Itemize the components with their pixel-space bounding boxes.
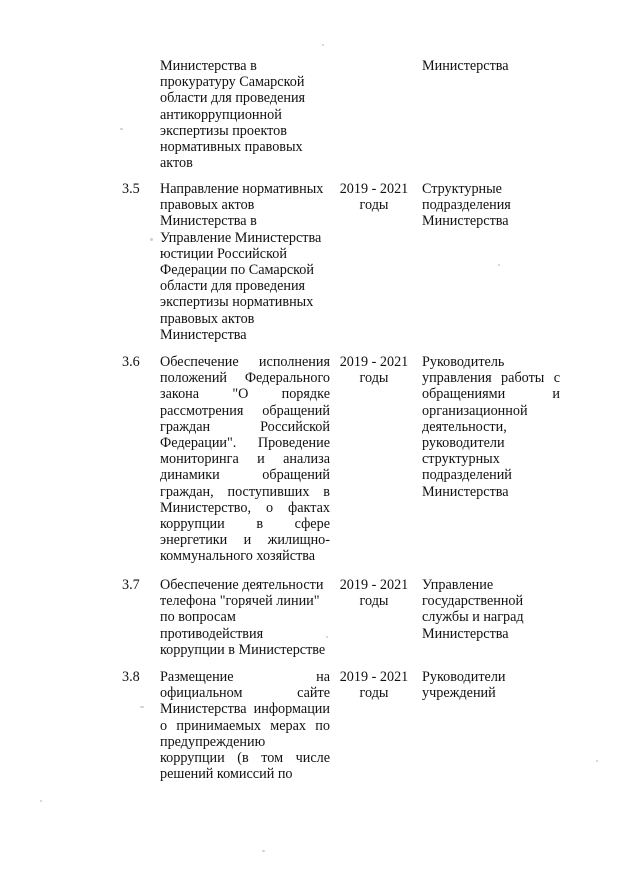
responsible-cell: Министерства <box>422 58 509 74</box>
row-number: 3.7 <box>122 577 140 593</box>
scan-speck <box>322 44 324 46</box>
period-cell: 2019 - 2021 годы <box>339 577 409 610</box>
period-cell: 2019 - 2021 годы <box>339 354 409 387</box>
responsible-cell: Руководители учреждений <box>422 669 506 702</box>
scan-speck <box>140 706 144 708</box>
period-cell: 2019 - 2021 годы <box>339 669 409 702</box>
scan-speck <box>150 238 153 241</box>
measure-description: Обеспечение деятельности телефона "горячей линии" по вопросам противодействия коррупции в Министерстве <box>160 577 326 658</box>
scan-speck <box>262 850 265 852</box>
period-cell: 2019 - 2021 годы <box>339 181 409 214</box>
responsible-cell: Управление государственной службы и наград Министерства <box>422 577 524 642</box>
responsible-cell: Структурные подразделения Министерства <box>422 181 511 230</box>
scan-speck <box>40 800 42 802</box>
scan-speck <box>498 264 500 266</box>
measure-description: Обеспечение исполнения положений Федерального закона "О порядке рассмотрения обращений граждан Российской Федерации". Проведение мониторинга и анализа динамики обращений граждан, поступивших в Министерство, о фактах коррупции в сфере энергетики и жилищно-коммунального хозяйства <box>160 354 330 565</box>
scan-speck <box>596 760 598 762</box>
measure-description: Направление нормативных правовых актов Министерства в Управление Министерства юстиции Российской Федерации по Самарской области для проведения экспертизы нормативных правовых актов Министерства <box>160 181 324 343</box>
measure-description: Размещение на официальном сайте Министерства информации о принимаемых мерах по предупреждению коррупции (в том числе решений комиссий по <box>160 669 330 783</box>
measure-description: Министерства в прокуратуру Самарской области для проведения антикоррупционной экспертизы проектов нормативных правовых актов <box>160 58 306 172</box>
row-number: 3.6 <box>122 354 140 370</box>
row-number: 3.8 <box>122 669 140 685</box>
scan-speck <box>120 128 123 130</box>
scan-speck <box>326 636 328 638</box>
responsible-cell: Руководитель управления работы с обращениями и организационной деятельности, руководители структурных подразделений Министерства <box>422 354 560 500</box>
row-number: 3.5 <box>122 181 140 197</box>
